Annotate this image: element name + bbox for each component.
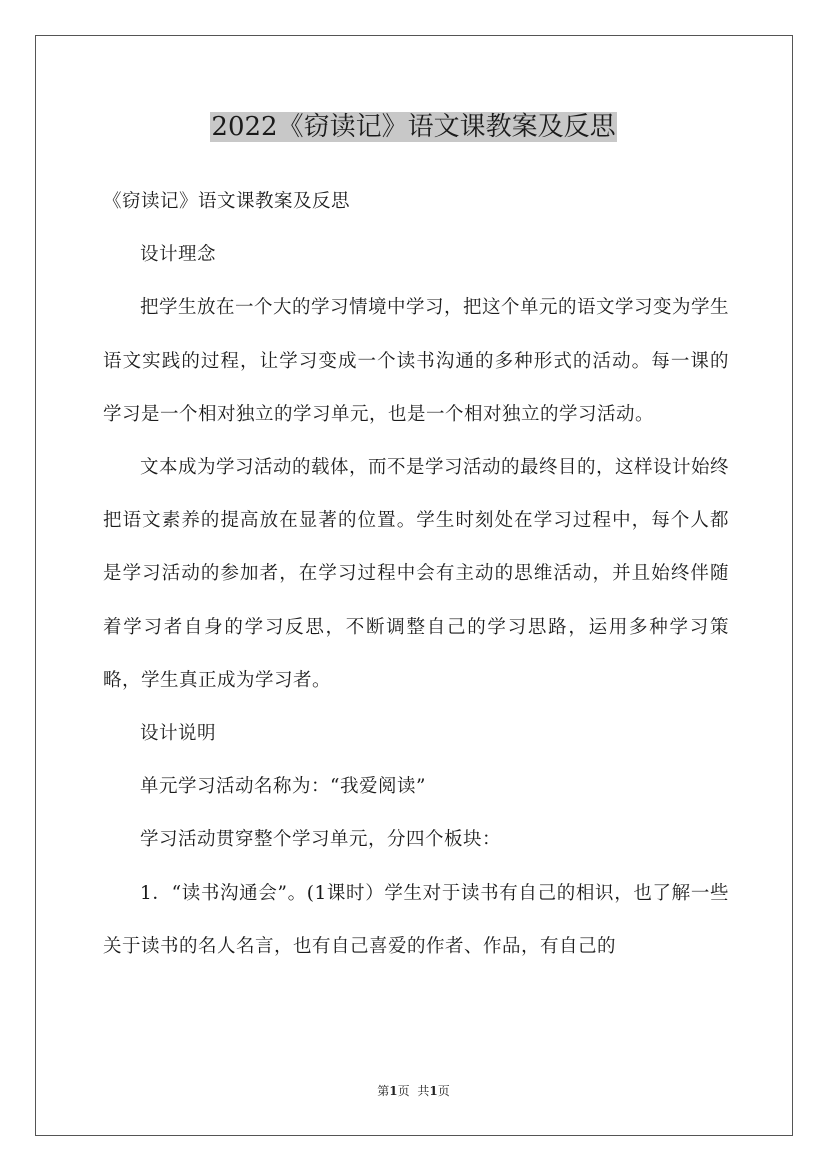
body-paragraph: 学习活动贯穿整个学习单元，分四个板块： [140, 829, 502, 851]
footer-page-suffix: 页 [397, 1084, 410, 1098]
body-paragraph: 文本成为学习活动的载体，而不是学习活动的最终目的，这样设计始终把语文素养的提高放在显著的位置。学生时刻处在学习过程中，每个人都是学习活动的参加者，在学习过程中会有主动的思维活动，并且始终伴随着学习者自身的学习反思，不断调整自己的学习思路，运用多种学习策略，学生真正成为学习者。 [103, 457, 730, 691]
document-title [0, 104, 827, 147]
heading-design-notes: 设计说明 [140, 723, 217, 745]
body-paragraph: 单元学习活动名称为：“我爱阅读” [140, 776, 426, 798]
footer-total-prefix: 共 [417, 1084, 430, 1098]
heading-design-concept: 设计理念 [140, 244, 217, 266]
page-number-footer [0, 1083, 827, 1099]
document-title-text: 2022《窃读记》语文课教案及反思 [211, 112, 616, 142]
footer-page-total: 1 [429, 1084, 438, 1098]
footer-page-prefix: 第 [377, 1084, 390, 1098]
footer-total-suffix: 页 [437, 1084, 450, 1098]
body-paragraph: 1．“读书沟通会”。(1课时）学生对于读书有自己的相识，也了解一些关于读书的名人名言，也有自己喜爱的作者、作品，有自己的 [103, 882, 729, 957]
footer-page-current: 1 [389, 1084, 398, 1098]
body-paragraph: 把学生放在一个大的学习情境中学习，把这个单元的语文学习变为学生语文实践的过程，让学习变成一个读书沟通的多种形式的活动。每一课的学习是一个相对独立的学习单元，也是一个相对独立的学习活动。 [103, 297, 730, 425]
document-body [103, 175, 729, 973]
subtitle-paragraph: 《窃读记》语文课教案及反思 [103, 191, 351, 212]
